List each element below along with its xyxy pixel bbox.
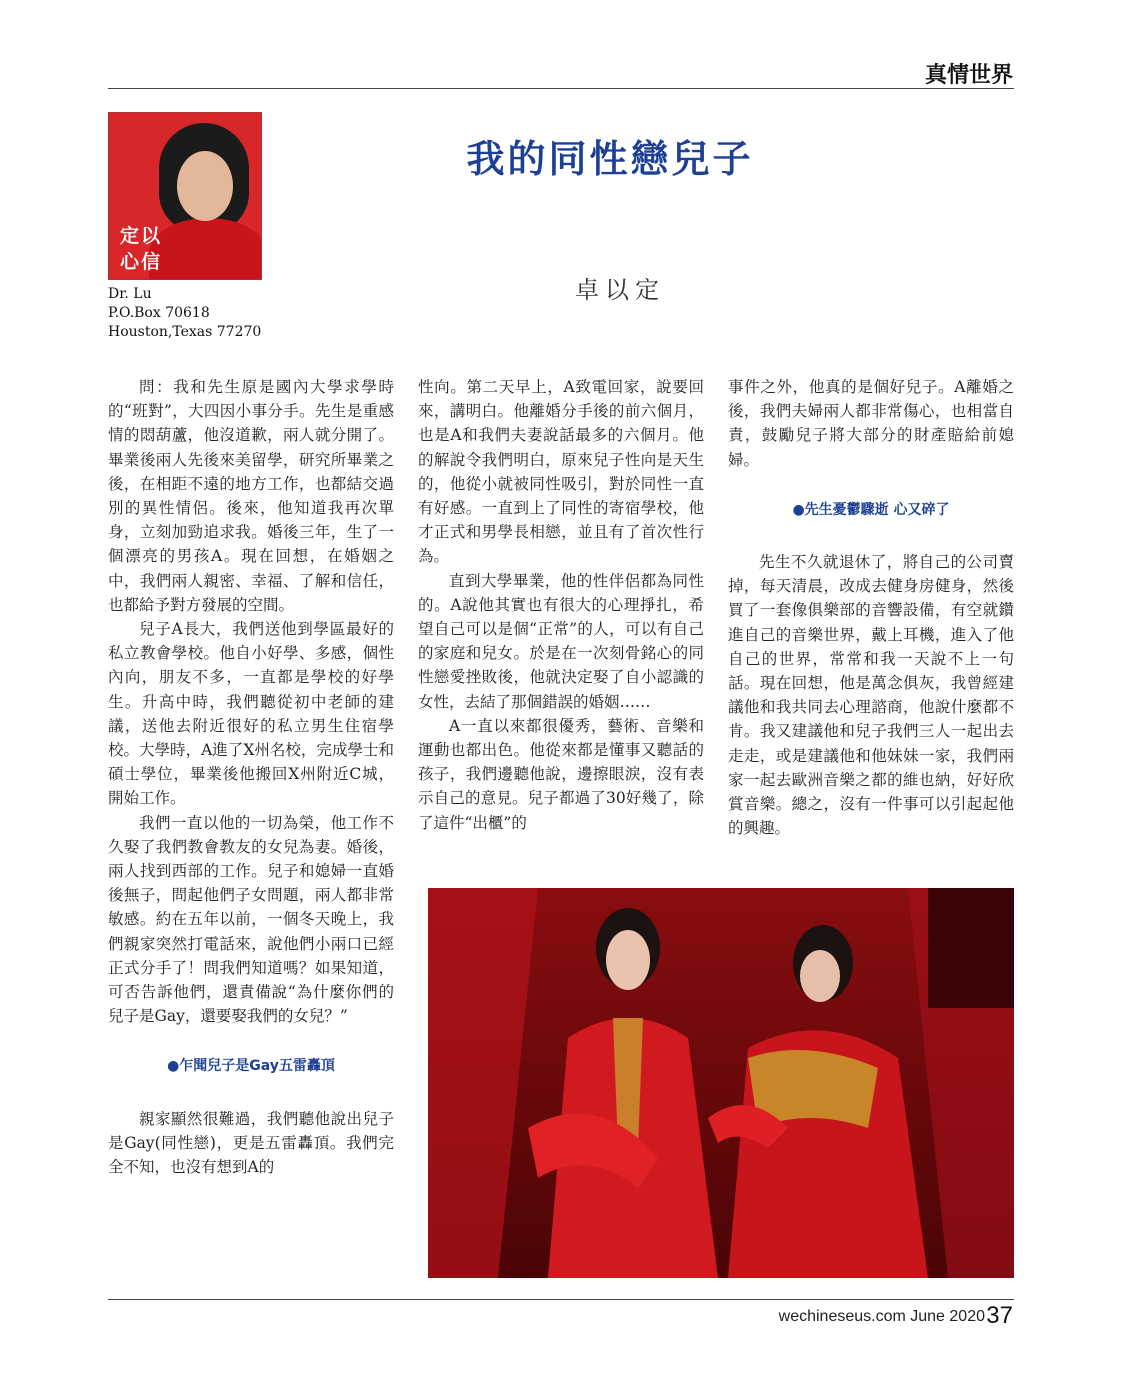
address-line: Houston,Texas 77270 bbox=[108, 324, 262, 340]
paragraph: 先生不久就退休了，將自己的公司賣掉，每天清晨，改成去健身房健身，然後買了一套像俱樂部的音響設備，有空就鑽進自己的音樂世界，戴上耳機，進入了他自己的世界，常常和我一天說不上一句話。現在回想，他是萬念俱灰，我曾經建議他和我共同去心理諮商，他說什麼都不肯。我又建議他和兒子我們三人一起出去走走，或是建議他和他妹妹一家，我們兩家一起去歐洲音樂之都的維也納，好好欣賞音樂。總之，沒有一件事可以引起起他的興趣。 bbox=[728, 553, 1014, 838]
address-line: Dr. Lu bbox=[108, 286, 152, 302]
subheading: ●先生憂鬱驟逝 心又碎了 bbox=[792, 501, 950, 518]
author-photo bbox=[108, 112, 262, 280]
paragraph: 性向。第二天早上，A致電回家，說要回來，講明白。他離婚分手後的前六個月，也是A和我們夫妻說話最多的六個月。他的解說令我們明白，原來兒子性向是天生的，他從小就被同性吸引，對於同性一直有好感。一直到上了同性的寄宿學校，他才正式和男學長相戀，並且有了首次性行為。 bbox=[418, 378, 704, 566]
page-number: 37 bbox=[986, 1302, 1013, 1329]
paragraph: 我們一直以他的一切為榮，他工作不久娶了我們教會教友的女兒為妻。婚後，兩人找到西部的工作。兒子和媳婦一直婚後無子，問起他們子女問題，兩人都非常敏感。約在五年以前，一個冬天晚上，我們親家突然打電話來，說他們小兩口已經正式分手了！問我們知道嗎？如果知道，可否告訴他們，還責備說“為什麼你們的兒子是Gay，還要娶我們的女兒？” bbox=[108, 813, 394, 1026]
address-line: P.O.Box 70618 bbox=[108, 305, 210, 321]
paragraph: A一直以來都很優秀，藝術、音樂和運動也都出色。他從來都是懂事又聽話的孩子，我們邊聽他說，邊擦眼淚，沒有表示自己的意見。兒子都過了30好幾了，除了這件“出櫃”的 bbox=[418, 716, 704, 832]
paragraph: 問：我和先生原是國內大學求學時的“班對”，大四因小事分手。先生是重感情的悶葫蘆，他沒道歉，兩人就分開了。畢業後兩人先後來美留學，研究所畢業之後，在相距不遠的地方工作，也都結交過別的異性情侶。後來，他知道我再次單身，立刻加勁追求我。婚後三年，生了一個漂亮的男孩A。現在回想，在婚姻之中，我們兩人親密、幸福、了解和信任，也都給予對方發展的空間。 bbox=[108, 378, 394, 614]
article-title: 我的同性戀兒子 bbox=[466, 136, 754, 181]
article-column-2 bbox=[418, 375, 704, 835]
author-address bbox=[108, 285, 261, 342]
footer-rule bbox=[108, 1299, 1014, 1300]
footer-site: wechineseus.com June 2020 bbox=[778, 1308, 985, 1325]
paragraph: 直到大學畢業，他的性伴侶都為同性的。A說他其實也有很大的心理掙扎，希望自己可以是個“正常”的人，可以有自己的家庭和兒女。於是在一次刻骨銘心的同性戀愛挫敗後，他就決定娶了自小認識的女性，去結了那個錯誤的婚姻…… bbox=[418, 571, 704, 711]
article-photo bbox=[428, 888, 1014, 1278]
paragraph: 兒子A長大，我們送他到學區最好的私立教會學校。他自小好學、多感，個性內向，朋友不多，一直都是學校的好學生。升高中時，我們聽從初中老師的建議，送他去附近很好的私立男生住宿學校。大學時，A進了X州名校，完成學士和碩士學位，畢業後他搬回X州附近C城，開始工作。 bbox=[108, 620, 394, 808]
paragraph: 事件之外，他真的是個好兒子。A離婚之後，我們夫婦兩人都非常傷心，也相當自責，鼓勵兒子將大部分的財產賠給前媳婦。 bbox=[728, 378, 1014, 469]
wedding-robes-illustration bbox=[428, 888, 1014, 1278]
article-column-1 bbox=[108, 375, 394, 1179]
section-title: 真情世界 bbox=[924, 63, 1013, 88]
article-column-3 bbox=[728, 375, 1014, 840]
header-rule bbox=[108, 88, 1014, 89]
article-byline: 卓以定 bbox=[575, 276, 665, 304]
paragraph: 親家顯然很難過，我們聽他說出兒子是Gay(同性戀)，更是五雷轟頂。我們完全不知，也沒有想到A的 bbox=[108, 1109, 394, 1177]
subheading: ●乍聞兒子是Gay五雷轟頂 bbox=[167, 1058, 335, 1075]
column-seal: 定以 心信 bbox=[119, 225, 162, 273]
